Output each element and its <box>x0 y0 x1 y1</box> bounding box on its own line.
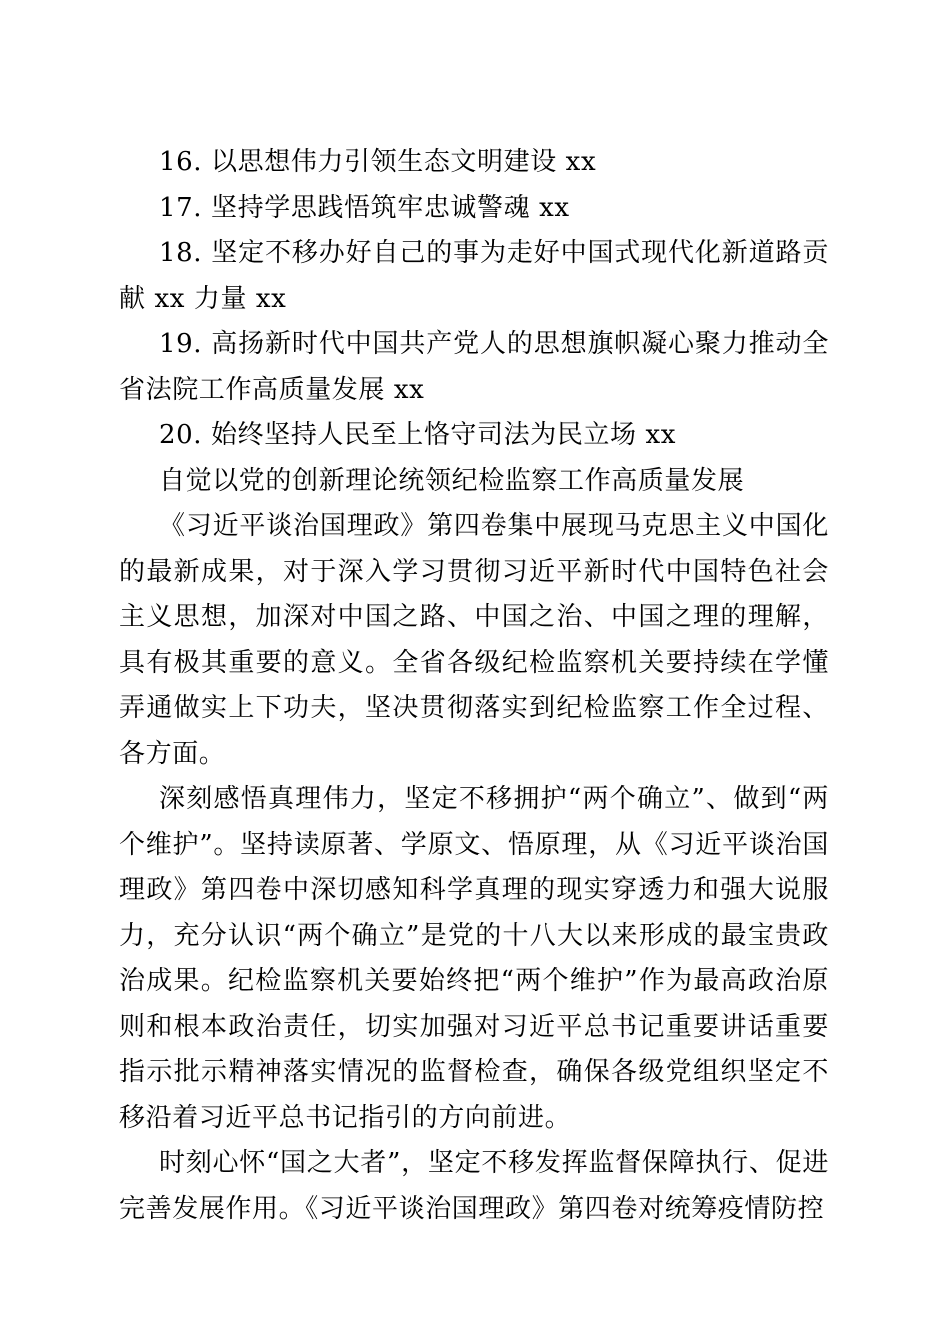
list-item: 20. 始终坚持人民至上恪守司法为民立场 xx <box>159 420 677 450</box>
paragraph: 深刻感悟真理伟力，坚定不移拥护“两个确立”、做到“两个维护”。坚持读原著、学原文、悟原理，从《习近平谈治国理政》第四卷中深切感知科学真理的现实穿透力和强大说服力，充分认识“两个确立”是党的十八大以来形成的最宝贵政治成果。纪检监察机关要始终把“两个维护”作为最高政治原则和根本政治责任，切实加强对习近平总书记重要讲话重要指示批示精神落实情况的监督检查，确保各级党组织坚定不移沿着习近平总书记指引的方向前进。 <box>119 784 829 1133</box>
list-item: 17. 坚持学思践悟筑牢忠诚警魂 xx <box>159 192 570 223</box>
list-item: 16. 以思想伟力引领生态文明建设 xx <box>159 147 597 177</box>
document-body <box>119 140 829 1232</box>
paragraph: 时刻心怀“国之大者”，坚定不移发挥监督保障执行、促进完善发展作用。《习近平谈治国理政》第四卷对统筹疫情防控 <box>119 1148 829 1224</box>
list-item: 18. 坚定不移办好自己的事为走好中国式现代化新道路贡献 xx 力量 xx <box>119 238 829 314</box>
list-item: 19. 高扬新时代中国共产党人的思想旗帜凝心聚力推动全省法院工作高质量发展 xx <box>119 329 829 405</box>
article-title: 自觉以党的创新理论统领纪检监察工作高质量发展 <box>159 465 745 496</box>
paragraph: 《习近平谈治国理政》第四卷集中展现马克思主义中国化的最新成果，对于深入学习贯彻习近平新时代中国特色社会主义思想，加深对中国之路、中国之治、中国之理的理解，具有极其重要的意义。全省各级纪检监察机关要持续在学懂弄通做实上下功夫，坚决贯彻落实到纪检监察工作全过程、各方面。 <box>119 511 829 769</box>
